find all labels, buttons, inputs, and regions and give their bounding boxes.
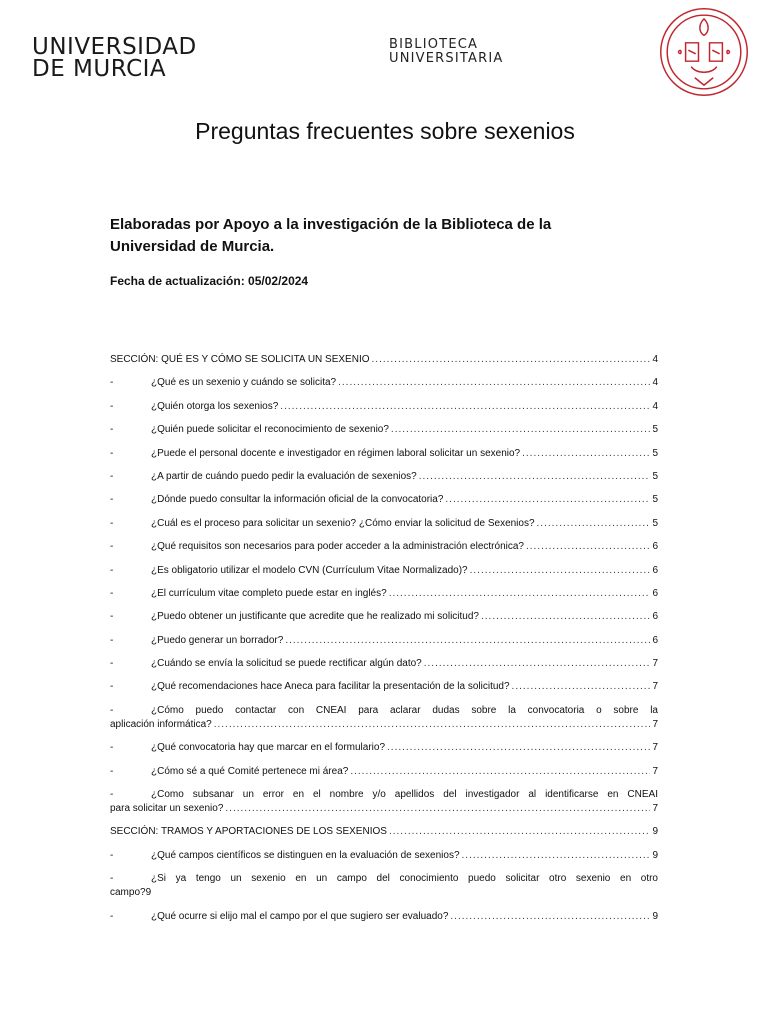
toc-entry-text: ¿Qué recomendaciones hace Aneca para facilitar la presentación de la solicitud? [151,681,510,693]
university-name-line1: UNIVERSIDAD [32,34,197,60]
toc-entry[interactable] [110,910,658,924]
toc-page-number: 6 [652,564,658,576]
toc-entry[interactable] [110,587,658,601]
toc-entry-text: ¿Cuál es el proceso para solicitar un sexenio? ¿Cómo enviar la solicitud de Sexenios? [151,517,535,529]
toc-entry-text: ¿Puedo obtener un justificante que acredite que he realizado mi solicitud? [151,611,479,623]
toc-entry-text: ¿Si ya tengo un sexenio en un campo del conocimiento puedo solicitar otro sexenio en otro [151,873,658,885]
toc-entry-line [110,886,658,900]
library-name-line2: UNIVERSITARIA [389,51,504,66]
toc-entry-text: ¿Cómo puedo contactar con CNEAI para aclarar dudas sobre la convocatoria o sobre la [151,704,658,716]
toc-bullet: - [110,470,114,482]
toc-leader-dots [391,423,651,437]
toc-section-entry[interactable] [110,825,658,839]
toc-bullet: - [110,587,114,599]
library-name-line1: BIBLIOTECA [389,37,479,52]
toc-entry[interactable] [110,634,658,648]
university-logo [32,36,197,80]
toc-entry[interactable] [110,657,658,671]
toc-page-number: 9 [652,826,658,838]
toc-entry-text: campo? [110,887,146,899]
toc-page-number: 5 [652,494,658,506]
toc-entry-text: ¿Dónde puedo consultar la información oficial de la convocatoria? [151,494,444,506]
toc-leader-dots [214,718,651,732]
toc-leader-dots [424,657,651,671]
toc-page-number: 5 [652,517,658,529]
toc-entry-line [110,718,658,732]
toc-entry[interactable] [110,564,658,578]
toc-entry[interactable] [110,447,658,461]
toc-entry[interactable] [110,849,658,863]
toc-page-number: 7 [652,681,658,693]
university-seal-icon [658,6,750,98]
toc-entry[interactable] [110,376,658,390]
toc-entry-text: para solicitar un sexenio? [110,803,224,815]
toc-page-number: 4 [652,377,658,389]
toc-bullet: - [110,849,114,861]
toc-bullet: - [110,789,114,801]
toc-leader-dots [481,610,650,624]
toc-page-number: 6 [652,587,658,599]
toc-entry[interactable] [110,400,658,414]
toc-leader-dots [389,825,651,839]
toc-entry-text: ¿Puedo generar un borrador? [151,634,284,646]
toc-entry-text: ¿A partir de cuándo puedo pedir la evaluación de sexenios? [151,470,417,482]
toc-entry-line [110,704,658,718]
toc-leader-dots [450,910,650,924]
toc-bullet: - [110,681,114,693]
toc-bullet: - [110,742,114,754]
toc-bullet: - [110,424,114,436]
toc-entry-text: ¿Quién otorga los sexenios? [151,400,279,412]
toc-entry-text: ¿Qué ocurre si elijo mal el campo por el que sugiero ser evaluado? [151,910,449,922]
toc-bullet: - [110,564,114,576]
toc-leader-dots [280,400,650,414]
toc-entry-line [110,872,658,886]
toc-entry[interactable] [110,704,658,732]
document-title: Preguntas frecuentes sobre sexenios [195,118,575,144]
toc-entry[interactable] [110,517,658,531]
toc-bullet: - [110,765,114,777]
toc-leader-dots [350,765,650,779]
toc-leader-dots [372,353,651,367]
toc-leader-dots [419,470,651,484]
toc-leader-dots [225,802,650,816]
toc-entry[interactable] [110,765,658,779]
toc-bullet: - [110,541,114,553]
toc-entry-text: ¿Cómo sé a qué Comité pertenece mi área? [151,765,349,777]
toc-page-number: 7 [652,765,658,777]
toc-entry-text: ¿Quién puede solicitar el reconocimiento de sexenio? [151,424,389,436]
toc-entry[interactable] [110,540,658,554]
toc-entry[interactable] [110,680,658,694]
toc-entry-line [110,788,658,802]
library-logo [389,38,503,66]
update-date: Fecha de actualización: 05/02/2024 [110,274,309,288]
toc-page-number: 7 [652,803,658,815]
toc-entry-text: ¿Qué requisitos son necesarios para poder acceder a la administración electrónica? [151,541,524,553]
toc-page-number: 6 [652,634,658,646]
toc-entry-text: SECCIÓN: QUÉ ES Y CÓMO SE SOLICITA UN SEXENIO [110,354,370,365]
toc-leader-dots [462,849,651,863]
toc-bullet: - [110,400,114,412]
toc-bullet: - [110,447,114,459]
toc-page-number: 6 [652,611,658,623]
toc-entry-text: ¿Qué campos científicos se distinguen en la evaluación de sexenios? [151,849,460,861]
table-of-contents [110,353,658,933]
university-name-line2: DE MURCIA [32,56,167,82]
toc-entry-text: ¿Cuándo se envía la solicitud se puede rectificar algún dato? [151,658,422,670]
toc-entry-text: ¿Qué convocatoria hay que marcar en el formulario? [151,742,386,754]
toc-page-number: 9 [652,910,658,922]
toc-leader-dots [389,587,651,601]
toc-entry-text: SECCIÓN: TRAMOS Y APORTACIONES DE LOS SEXENIOS [110,826,387,838]
toc-bullet: - [110,611,114,623]
toc-bullet: - [110,494,114,506]
toc-leader-dots [522,447,650,461]
toc-page-number: 7 [652,658,658,670]
toc-bullet: - [110,517,114,529]
toc-leader-dots [526,540,650,554]
toc-entry-text: ¿Como subsanar un error en el nombre y/o apellidos del investigador al identificarse en CNEAI [151,789,658,801]
toc-leader-dots [338,376,650,390]
toc-leader-dots [387,741,650,755]
toc-bullet: - [110,704,114,716]
toc-entry[interactable] [110,423,658,437]
toc-page-number: 4 [652,354,658,365]
toc-entry[interactable] [110,741,658,755]
toc-leader-dots [470,564,651,578]
toc-leader-dots [537,517,651,531]
toc-bullet: - [110,377,114,389]
toc-entry[interactable] [110,470,658,484]
toc-entry-text: ¿Puede el personal docente e investigador en régimen laboral solicitar un sexenio? [151,447,521,459]
toc-entry[interactable] [110,493,658,507]
toc-leader-dots [285,634,650,648]
toc-entry-text: ¿Qué es un sexenio y cuándo se solicita? [151,377,337,389]
toc-page-number: 5 [652,447,658,459]
toc-page-number: 7 [652,718,658,730]
toc-entry-line [110,802,658,816]
toc-entry-text: aplicación informática? [110,718,212,730]
toc-leader-dots [512,680,651,694]
toc-entry-text: ¿Es obligatorio utilizar el modelo CVN (Currículum Vitae Normalizado)? [151,564,468,576]
toc-page-number: 5 [652,424,658,436]
toc-section-entry[interactable] [110,353,658,367]
toc-page-number: 5 [652,470,658,482]
toc-entry[interactable] [110,872,658,900]
toc-page-number: 7 [652,742,658,754]
toc-entry-text: ¿El currículum vitae completo puede estar en inglés? [151,587,387,599]
toc-page-number: 6 [652,541,658,553]
toc-page-number: 9 [652,849,658,861]
document-subtitle: Elaboradas por Apoyo a la investigación de la Biblioteca de la Universidad de Murcia. [110,216,552,255]
toc-page-number: 4 [652,400,658,412]
toc-bullet: - [110,910,114,922]
toc-entry[interactable] [110,788,658,816]
toc-bullet: - [110,873,114,885]
toc-bullet: - [110,634,114,646]
toc-entry[interactable] [110,610,658,624]
toc-bullet: - [110,658,114,670]
toc-page-number: 9 [145,887,152,899]
toc-leader-dots [445,493,650,507]
